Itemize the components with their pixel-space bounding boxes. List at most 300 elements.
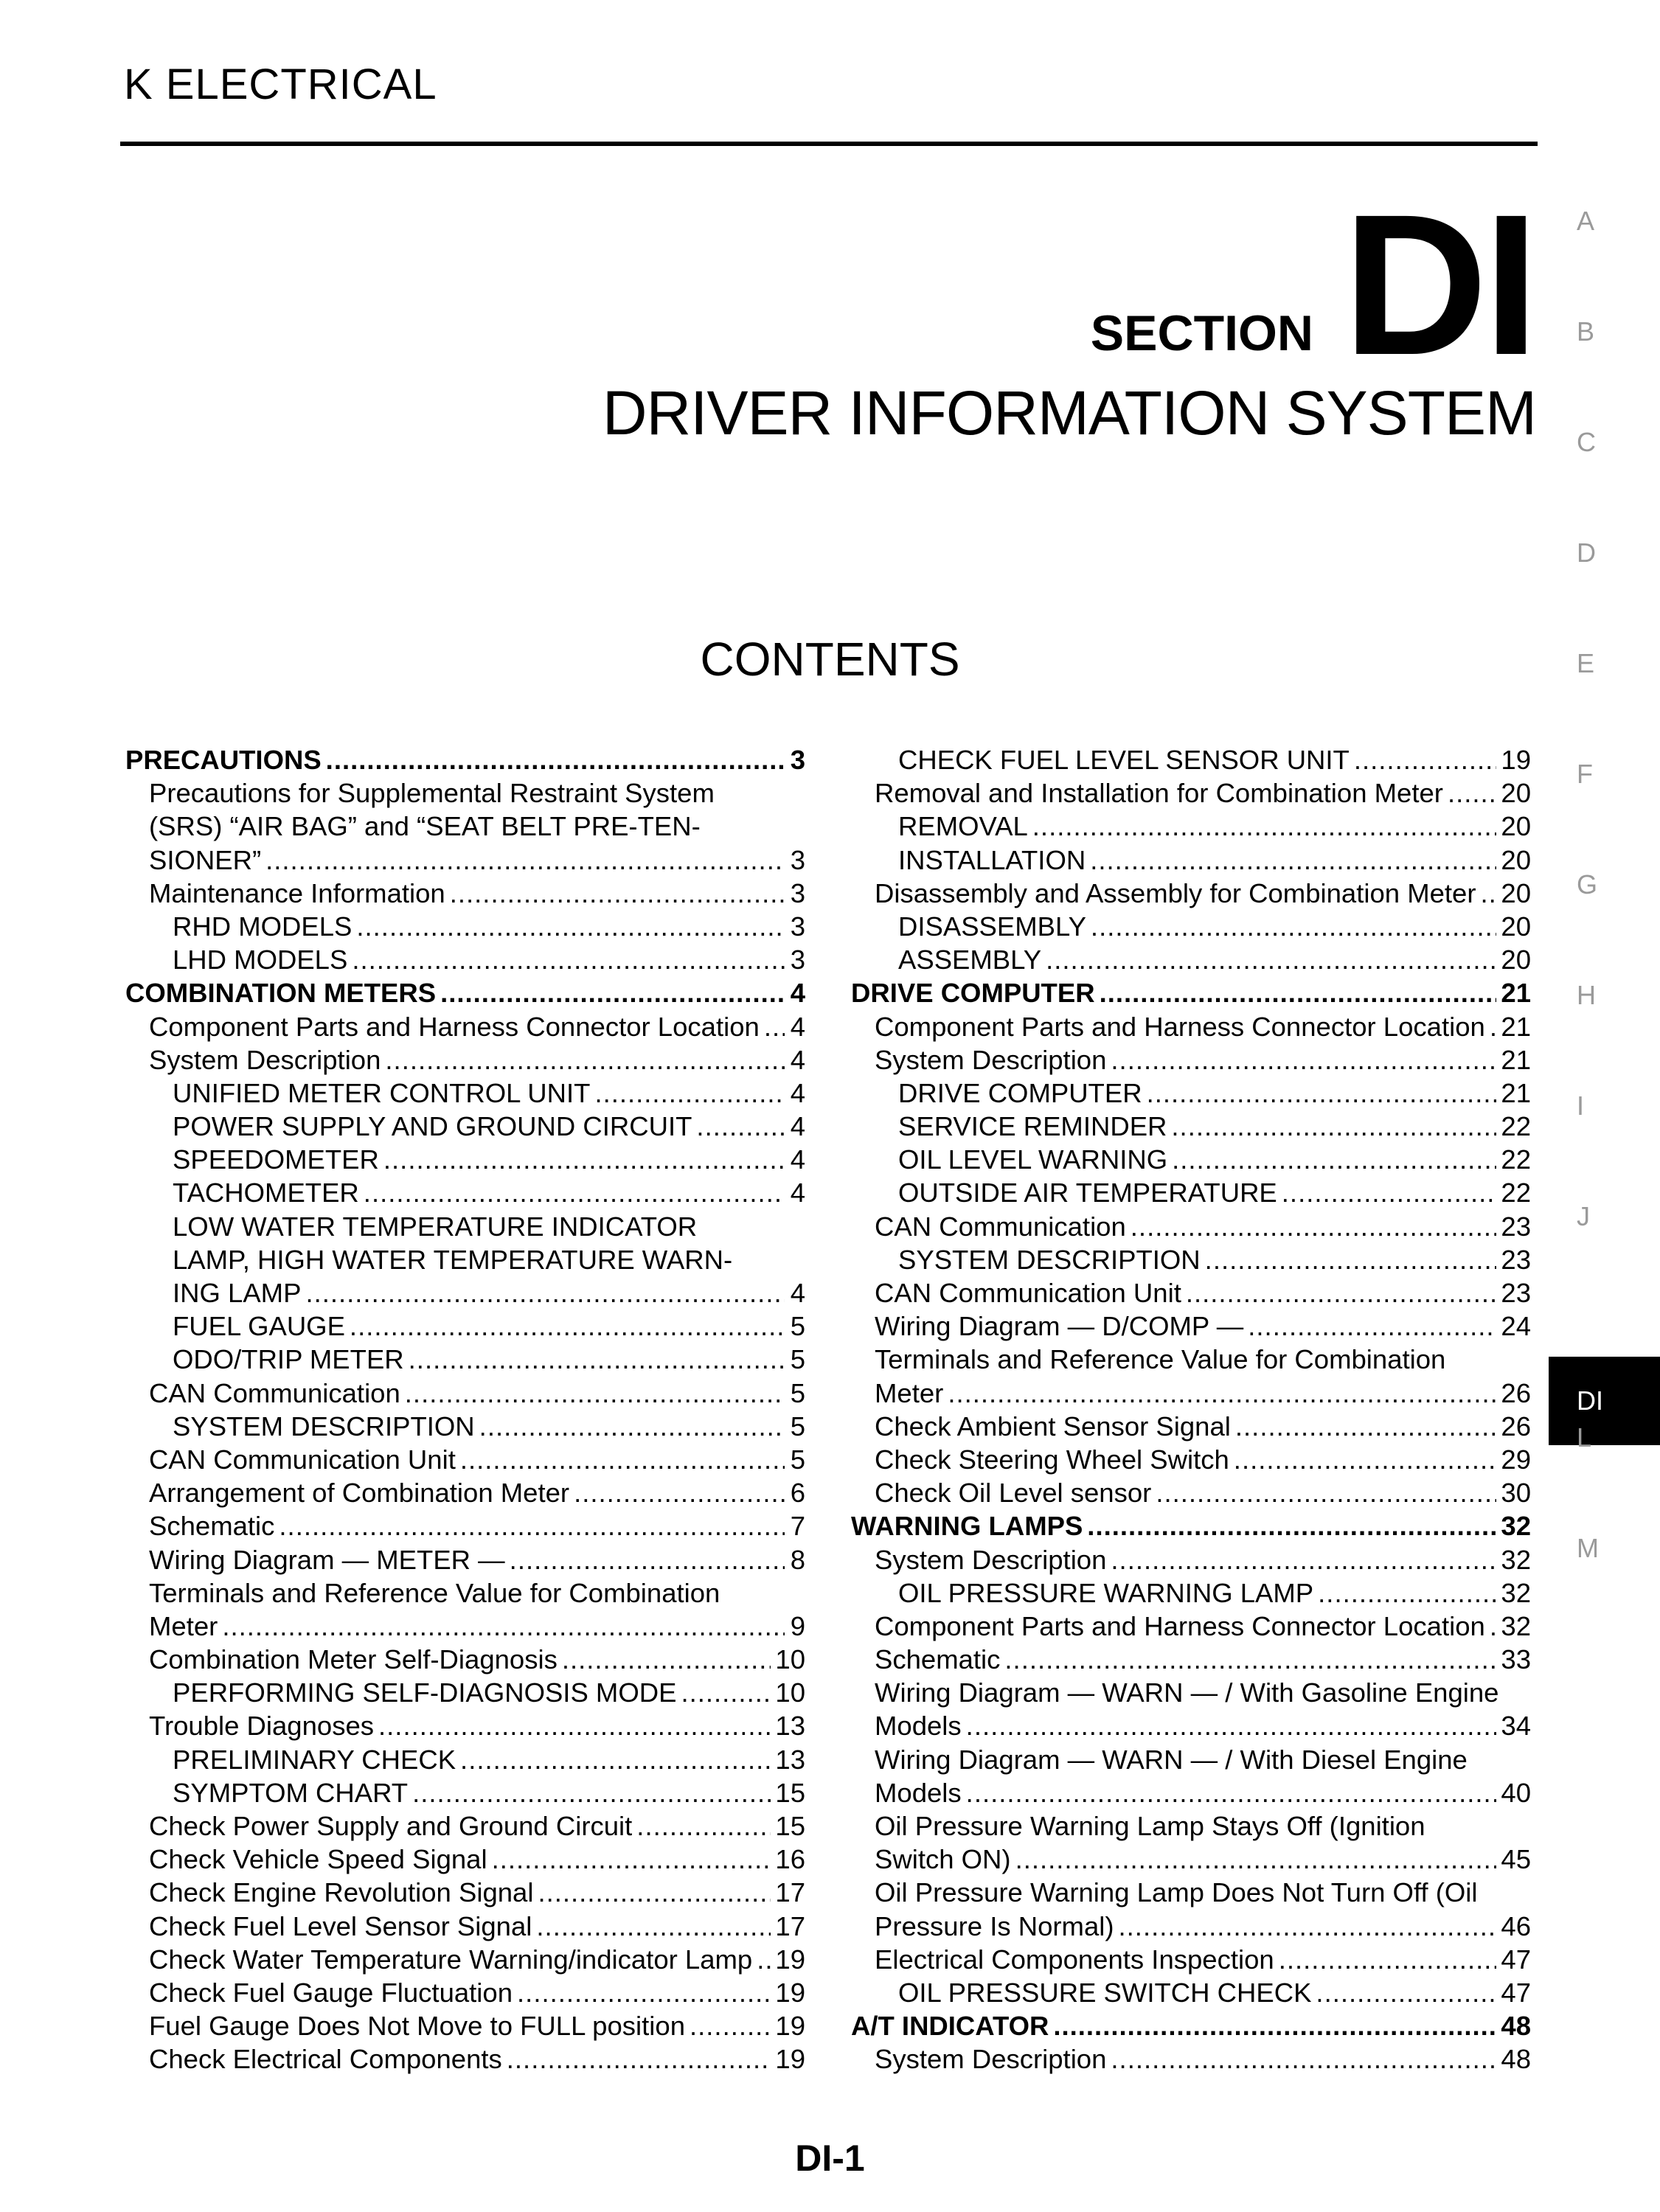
toc-entry-title: Removal and Installation for Combination Meter: [875, 778, 1443, 809]
toc-entry-page: 5: [790, 1311, 805, 1342]
toc-entry[interactable]: [125, 1377, 805, 1410]
toc-entry[interactable]: [851, 1643, 1531, 1676]
toc-entry-title: SYSTEM DESCRIPTION: [898, 1244, 1201, 1275]
section-name: DRIVER INFORMATION SYSTEM: [602, 378, 1536, 448]
toc-entry[interactable]: [125, 844, 805, 877]
toc-leader-dots: [636, 1809, 771, 1843]
section-tab-c[interactable]: C: [1577, 427, 1596, 457]
toc-entry-title: Check Electrical Components: [149, 2044, 502, 2075]
toc-entry-title: OIL LEVEL WARNING: [898, 1144, 1168, 1175]
toc-entry-title: SERVICE REMINDER: [898, 1111, 1167, 1142]
toc-entry[interactable]: [851, 1709, 1531, 1742]
toc-entry[interactable]: [125, 743, 805, 776]
toc-entry-page: 22: [1501, 1144, 1531, 1175]
toc-entry-title: Check Ambient Sensor Signal: [875, 1411, 1231, 1441]
toc-leader-dots: [538, 1876, 771, 1909]
toc-entry-page: 7: [790, 1511, 805, 1542]
toc-entry-page: 30: [1501, 1478, 1531, 1509]
toc-entry[interactable]: [125, 2042, 805, 2076]
toc-entry-title: POWER SUPPLY AND GROUND CIRCUIT: [173, 1111, 692, 1142]
toc-entry[interactable]: [125, 1476, 805, 1509]
toc-entry-title: FUEL GAUGE: [173, 1311, 345, 1342]
toc-entry[interactable]: [125, 1676, 805, 1709]
toc-entry[interactable]: [125, 1943, 805, 1976]
toc-entry-page: 4: [790, 1111, 805, 1142]
toc-leader-dots: [757, 1943, 771, 1976]
toc-entry-title: OIL PRESSURE SWITCH CHECK: [898, 1977, 1312, 2008]
toc-entry[interactable]: [851, 1476, 1531, 1509]
toc-entry-page: 20: [1501, 911, 1531, 942]
toc-entry-title: CAN Communication Unit: [149, 1444, 456, 1475]
toc-entry[interactable]: [851, 1010, 1531, 1043]
toc-entry-title: WARNING LAMPS: [851, 1511, 1083, 1542]
contents-title: CONTENTS: [700, 633, 960, 686]
toc-leader-dots: [1205, 1243, 1497, 1276]
toc-entry[interactable]: [125, 1043, 805, 1077]
toc-entry[interactable]: [851, 776, 1531, 810]
toc-entry-page: 19: [1501, 745, 1531, 775]
toc-entry-page: 16: [775, 1844, 805, 1875]
toc-entry[interactable]: [125, 1576, 805, 1610]
toc-entry-title: Disassembly and Assembly for Combination Meter: [875, 877, 1476, 908]
toc-entry-title: LAMP, HIGH WATER TEMPERATURE WARN-: [173, 1244, 733, 1275]
toc-leader-dots: [948, 1377, 1496, 1410]
toc-entry-page: 34: [1501, 1711, 1531, 1742]
toc-leader-dots: [690, 2009, 771, 2042]
toc-entry-title: Wiring Diagram — WARN — / With Gasoline Engine: [875, 1677, 1499, 1708]
section-tab-d[interactable]: D: [1577, 538, 1596, 568]
toc-entry[interactable]: [851, 1676, 1531, 1709]
toc-entry-page: 48: [1501, 2011, 1531, 2042]
toc-entry-page: 4: [790, 1011, 805, 1042]
toc-entry-title: Oil Pressure Warning Lamp Stays Off (Ignition: [875, 1811, 1425, 1841]
toc-entry-title: CAN Communication: [875, 1211, 1126, 1242]
toc-entry-title: Check Water Temperature Warning/indicator Lamp: [149, 1944, 753, 1975]
section-tab-f[interactable]: F: [1577, 759, 1593, 789]
toc-entry-title: System Description: [875, 1044, 1107, 1075]
toc-entry-page: 3: [790, 911, 805, 942]
toc-entry[interactable]: [125, 877, 805, 910]
toc-entry[interactable]: [125, 1176, 805, 1209]
toc-entry[interactable]: [125, 1276, 805, 1310]
toc-entry[interactable]: [851, 1843, 1531, 1876]
toc-entry[interactable]: [125, 1509, 805, 1543]
toc-entry-title: CAN Communication: [149, 1377, 400, 1408]
toc-entry-page: 20: [1501, 945, 1531, 975]
section-tab-a[interactable]: A: [1577, 206, 1595, 236]
toc-entry-title: PRECAUTIONS: [125, 745, 322, 775]
toc-entry-page: 26: [1501, 1377, 1531, 1408]
toc-entry-title: Trouble Diagnoses: [149, 1711, 375, 1742]
toc-entry-page: 20: [1501, 844, 1531, 875]
toc-leader-dots: [326, 743, 785, 776]
toc-entry-title: Check Oil Level sensor: [875, 1478, 1152, 1509]
toc-entry-page: 33: [1501, 1644, 1531, 1675]
toc-entry-title: Schematic: [149, 1511, 275, 1542]
toc-entry-title: Combination Meter Self-Diagnosis: [149, 1644, 558, 1675]
toc-leader-dots: [405, 1377, 785, 1410]
toc-entry[interactable]: [125, 1443, 805, 1476]
toc-entry-page: 4: [790, 1044, 805, 1075]
toc-entry-page: 3: [790, 877, 805, 908]
toc-entry[interactable]: [851, 1509, 1531, 1543]
toc-leader-dots: [460, 1443, 785, 1476]
toc-entry[interactable]: [851, 844, 1531, 877]
toc-entry-title: PERFORMING SELF-DIAGNOSIS MODE: [173, 1677, 677, 1708]
toc-leader-dots: [1172, 1143, 1496, 1176]
toc-leader-dots: [409, 1343, 785, 1376]
toc-entry-title: Terminals and Reference Value for Combination: [875, 1344, 1446, 1375]
toc-entry-page: 8: [790, 1544, 805, 1575]
toc-entry-page: 19: [775, 2044, 805, 2075]
toc-entry[interactable]: [851, 1610, 1531, 1643]
toc-entry-page: 32: [1501, 1544, 1531, 1575]
toc-entry[interactable]: [851, 1443, 1531, 1476]
toc-entry-page: 24: [1501, 1311, 1531, 1342]
toc-entry-page: 10: [775, 1677, 805, 1708]
toc-entry-title: PRELIMINARY CHECK: [173, 1744, 456, 1775]
toc-entry-page: 5: [790, 1444, 805, 1475]
toc-entry[interactable]: [851, 976, 1531, 1009]
toc-entry-page: 48: [1501, 2044, 1531, 2075]
toc-entry-page: 32: [1501, 1577, 1531, 1608]
toc-entry[interactable]: [851, 2009, 1531, 2042]
toc-column-left: [125, 743, 805, 2076]
toc-entry[interactable]: [125, 776, 805, 810]
toc-entry-title: Meter: [149, 1610, 218, 1641]
toc-leader-dots: [1318, 1576, 1496, 1610]
toc-entry-page: 23: [1501, 1278, 1531, 1308]
toc-leader-dots: [696, 1110, 785, 1143]
toc-entry[interactable]: [851, 1876, 1531, 1909]
toc-entry[interactable]: [125, 1910, 805, 1943]
toc-entry-page: 13: [775, 1744, 805, 1775]
toc-entry-title: Check Power Supply and Ground Circuit: [149, 1811, 633, 1841]
toc-entry[interactable]: [125, 1010, 805, 1043]
toc-entry[interactable]: [851, 1543, 1531, 1576]
toc-entry-title: Wiring Diagram — D/COMP —: [875, 1311, 1244, 1342]
toc-entry-title: ING LAMP: [173, 1278, 302, 1308]
toc-leader-dots: [1004, 1643, 1496, 1676]
toc-entry-title: Check Engine Revolution Signal: [149, 1877, 534, 1908]
toc-entry-title: Check Fuel Gauge Fluctuation: [149, 1977, 513, 2008]
toc-entry[interactable]: [851, 1776, 1531, 1809]
toc-entry-page: 29: [1501, 1444, 1531, 1475]
toc-leader-dots: [1316, 1976, 1496, 2009]
toc-entry-title: Electrical Components Inspection: [875, 1944, 1274, 1975]
toc-entry-title: System Description: [149, 1044, 381, 1075]
toc-leader-dots: [352, 943, 785, 976]
toc-entry-title: Component Parts and Harness Connector Location: [875, 1011, 1485, 1042]
toc-leader-dots: [1186, 1276, 1497, 1310]
toc-entry[interactable]: [851, 1210, 1531, 1243]
toc-leader-dots: [1171, 1110, 1496, 1143]
toc-entry[interactable]: [125, 1543, 805, 1576]
toc-entry-page: 13: [775, 1711, 805, 1742]
section-tab-l[interactable]: L: [1577, 1422, 1592, 1453]
toc-entry[interactable]: [851, 1410, 1531, 1443]
toc-leader-dots: [1131, 1210, 1497, 1243]
toc-entry-title: Arrangement of Combination Meter: [149, 1478, 570, 1509]
toc-leader-dots: [1147, 1077, 1497, 1110]
toc-leader-dots: [594, 1077, 785, 1110]
toc-entry-title: CAN Communication Unit: [875, 1278, 1181, 1308]
toc-leader-dots: [265, 844, 785, 877]
toc-leader-dots: [1279, 1943, 1497, 1976]
toc-entry[interactable]: [851, 1377, 1531, 1410]
toc-entry-title: Switch ON): [875, 1844, 1011, 1875]
toc-leader-dots: [1100, 976, 1497, 1009]
toc-leader-dots: [1111, 1543, 1496, 1576]
toc-leader-dots: [412, 1776, 771, 1809]
toc-entry-title: SIONER”: [149, 844, 262, 875]
toc-entry[interactable]: [851, 1743, 1531, 1776]
toc-entry[interactable]: [851, 1976, 1531, 2009]
toc-entry-page: 5: [790, 1377, 805, 1408]
section-word: SECTION: [1090, 305, 1313, 361]
toc-entry[interactable]: [851, 910, 1531, 943]
toc-entry-title: RHD MODELS: [173, 911, 353, 942]
toc-entry[interactable]: [125, 976, 805, 1009]
toc-entry-title: Maintenance Information: [149, 877, 445, 908]
toc-entry-title: Fuel Gauge Does Not Move to FULL position: [149, 2011, 685, 2042]
toc-entry[interactable]: [125, 1843, 805, 1876]
toc-entry-title: Oil Pressure Warning Lamp Does Not Turn Off (Oil: [875, 1877, 1478, 1908]
toc-leader-dots: [1046, 943, 1496, 976]
toc-leader-dots: [517, 1976, 771, 2009]
toc-entry-title: Models: [875, 1711, 962, 1742]
toc-entry-title: OIL PRESSURE WARNING LAMP: [898, 1577, 1314, 1608]
toc-leader-dots: [305, 1276, 785, 1310]
toc-entry-page: 10: [775, 1644, 805, 1675]
section-tab-g[interactable]: G: [1577, 869, 1598, 900]
toc-entry-page: 21: [1501, 1011, 1531, 1042]
toc-entry[interactable]: [125, 2009, 805, 2042]
toc-entry-title: System Description: [875, 2044, 1107, 2075]
toc-entry-title: Precautions for Supplemental Restraint System: [149, 778, 715, 809]
toc-leader-dots: [1282, 1176, 1497, 1209]
toc-entry-title: (SRS) “AIR BAG” and “SEAT BELT PRE-TEN-: [149, 811, 701, 842]
section-tab-h[interactable]: H: [1577, 980, 1596, 1010]
toc-leader-dots: [536, 1910, 771, 1943]
toc-entry-page: 6: [790, 1478, 805, 1509]
toc-entry-page: 20: [1501, 778, 1531, 809]
toc-leader-dots: [510, 1543, 785, 1576]
toc-entry[interactable]: [851, 1343, 1531, 1376]
toc-entry-title: ASSEMBLY: [898, 945, 1042, 975]
toc-entry-title: Wiring Diagram — METER —: [149, 1544, 505, 1575]
toc-entry-page: 46: [1501, 1910, 1531, 1941]
toc-leader-dots: [1091, 910, 1496, 943]
toc-entry[interactable]: [125, 1343, 805, 1376]
toc-leader-dots: [1032, 810, 1497, 843]
toc-entry-page: 47: [1501, 1944, 1531, 1975]
toc-entry[interactable]: [125, 1876, 805, 1909]
toc-entry-title: INSTALLATION: [898, 844, 1086, 875]
toc-entry-title: Component Parts and Harness Connector Location: [149, 1011, 760, 1042]
toc-leader-dots: [966, 1709, 1497, 1742]
toc-leader-dots: [1111, 2042, 1496, 2076]
toc-entry[interactable]: [851, 2042, 1531, 2076]
toc-leader-dots: [383, 1143, 785, 1176]
toc-entry-page: 23: [1501, 1211, 1531, 1242]
toc-entry-page: 17: [775, 1877, 805, 1908]
toc-entry-title: Check Fuel Level Sensor Signal: [149, 1910, 532, 1941]
toc-leader-dots: [440, 976, 785, 1009]
toc-entry[interactable]: [125, 1743, 805, 1776]
toc-entry-page: 4: [790, 1144, 805, 1175]
toc-entry[interactable]: [851, 743, 1531, 776]
toc-entry-title: Terminals and Reference Value for Combination: [149, 1577, 720, 1608]
section-tab-j[interactable]: J: [1577, 1201, 1590, 1231]
section-tab-m[interactable]: M: [1577, 1533, 1599, 1563]
toc-entry[interactable]: [125, 1410, 805, 1443]
toc-entry-page: 4: [790, 1278, 805, 1308]
toc-entry[interactable]: [125, 1643, 805, 1676]
toc-leader-dots: [1354, 743, 1497, 776]
toc-entry-page: 3: [790, 945, 805, 975]
toc-entry[interactable]: [851, 1110, 1531, 1143]
toc-entry-page: 3: [790, 745, 805, 775]
toc-entry-page: 5: [790, 1411, 805, 1441]
toc-entry[interactable]: [125, 910, 805, 943]
toc-entry-page: 4: [790, 1077, 805, 1108]
toc-leader-dots: [764, 1010, 785, 1043]
toc-entry-title: OUTSIDE AIR TEMPERATURE: [898, 1178, 1277, 1208]
toc-entry-title: COMBINATION METERS: [125, 978, 437, 1009]
toc-entry[interactable]: [851, 1943, 1531, 1976]
toc-leader-dots: [1090, 844, 1496, 877]
toc-entry[interactable]: [125, 810, 805, 843]
toc-entry-page: 19: [775, 1944, 805, 1975]
toc-entry[interactable]: [125, 943, 805, 976]
toc-entry[interactable]: [125, 1243, 805, 1276]
toc-leader-dots: [222, 1610, 785, 1643]
toc-leader-dots: [1015, 1843, 1497, 1876]
toc-entry-title: TACHOMETER: [173, 1178, 359, 1208]
toc-entry[interactable]: [851, 1310, 1531, 1343]
toc-entry-page: 4: [790, 978, 805, 1009]
toc-entry[interactable]: [851, 1143, 1531, 1176]
header-rule: [120, 142, 1538, 146]
toc-entry-title: A/T INDICATOR: [851, 2011, 1049, 2042]
toc-entry-title: System Description: [875, 1544, 1107, 1575]
toc-entry-title: ODO/TRIP METER: [173, 1344, 404, 1375]
toc-entry[interactable]: [125, 1210, 805, 1243]
toc-entry[interactable]: [851, 1809, 1531, 1843]
toc-entry-page: 4: [790, 1178, 805, 1208]
section-tab-di[interactable]: DI: [1549, 1357, 1660, 1445]
toc-entry-page: 19: [775, 1977, 805, 2008]
toc-entry-page: 15: [775, 1777, 805, 1808]
toc-entry[interactable]: [125, 1776, 805, 1809]
toc-entry-page: 21: [1501, 1077, 1531, 1108]
toc-leader-dots: [1119, 1910, 1497, 1943]
toc-leader-dots: [350, 1310, 785, 1343]
toc-entry-page: 40: [1501, 1777, 1531, 1808]
section-tab-b[interactable]: B: [1577, 316, 1595, 347]
toc-entry[interactable]: [125, 1110, 805, 1143]
toc-entry-page: 19: [775, 2011, 805, 2042]
toc-leader-dots: [1248, 1310, 1496, 1343]
section-tab-i[interactable]: I: [1577, 1091, 1585, 1121]
toc-leader-dots: [966, 1776, 1497, 1809]
toc-entry-page: 32: [1501, 1610, 1531, 1641]
toc-entry-title: SYMPTOM CHART: [173, 1777, 409, 1808]
toc-leader-dots: [1490, 1010, 1497, 1043]
toc-entry-title: DRIVE COMPUTER: [898, 1077, 1142, 1108]
toc-entry-title: DISASSEMBLY: [898, 911, 1086, 942]
toc-leader-dots: [1235, 1410, 1497, 1443]
toc-entry[interactable]: [851, 810, 1531, 843]
toc-entry[interactable]: [851, 1576, 1531, 1610]
toc-entry[interactable]: [125, 1809, 805, 1843]
toc-entry-title: Wiring Diagram — WARN — / With Diesel Engine: [875, 1744, 1468, 1775]
section-tab-e[interactable]: E: [1577, 648, 1595, 678]
toc-leader-dots: [1087, 1509, 1496, 1543]
toc-entry[interactable]: [851, 1176, 1531, 1209]
toc-entry[interactable]: [125, 1143, 805, 1176]
toc-entry[interactable]: [125, 1610, 805, 1643]
toc-entry[interactable]: [851, 943, 1531, 976]
toc-column-right: [851, 743, 1531, 2076]
toc-entry-page: 32: [1501, 1511, 1531, 1542]
toc-entry-page: 17: [775, 1910, 805, 1941]
toc-entry-title: DRIVE COMPUTER: [851, 978, 1095, 1009]
toc-entry-page: 9: [790, 1610, 805, 1641]
toc-entry[interactable]: [851, 1276, 1531, 1310]
toc-leader-dots: [378, 1709, 771, 1742]
toc-entry-title: Check Vehicle Speed Signal: [149, 1844, 487, 1875]
toc-entry[interactable]: [851, 1043, 1531, 1077]
toc-leader-dots: [1234, 1443, 1497, 1476]
toc-entry-title: SPEEDOMETER: [173, 1144, 379, 1175]
toc-entry[interactable]: [851, 1077, 1531, 1110]
toc-entry-title: UNIFIED METER CONTROL UNIT: [173, 1077, 591, 1108]
toc-entry-title: LHD MODELS: [173, 945, 348, 975]
toc-entry-page: 5: [790, 1344, 805, 1375]
toc-entry-title: Schematic: [875, 1644, 1001, 1675]
toc-leader-dots: [507, 2042, 771, 2076]
toc-entry[interactable]: [125, 1709, 805, 1742]
toc-leader-dots: [562, 1643, 771, 1676]
toc-entry-page: 22: [1501, 1178, 1531, 1208]
toc-entry-page: 20: [1501, 877, 1531, 908]
toc-entry-page: 21: [1501, 1044, 1531, 1075]
toc-entry[interactable]: [851, 877, 1531, 910]
toc-entry[interactable]: [125, 1976, 805, 2009]
toc-leader-dots: [492, 1843, 771, 1876]
toc-entry[interactable]: [125, 1077, 805, 1110]
toc-leader-dots: [1448, 776, 1496, 810]
toc-entry-title: REMOVAL: [898, 811, 1028, 842]
toc-entry[interactable]: [125, 1310, 805, 1343]
toc-leader-dots: [1053, 2009, 1496, 2042]
toc-leader-dots: [1490, 1610, 1497, 1643]
toc-leader-dots: [460, 1743, 771, 1776]
part-title: K ELECTRICAL: [124, 60, 437, 108]
toc-entry[interactable]: [851, 1910, 1531, 1943]
toc-entry[interactable]: [851, 1243, 1531, 1276]
toc-leader-dots: [681, 1676, 771, 1709]
toc-leader-dots: [385, 1043, 785, 1077]
toc-entry-title: Component Parts and Harness Connector Location: [875, 1610, 1485, 1641]
toc-leader-dots: [1481, 877, 1497, 910]
section-code: DI: [1343, 173, 1535, 397]
toc-leader-dots: [574, 1476, 785, 1509]
toc-entry-page: 3: [790, 844, 805, 875]
toc-leader-dots: [356, 910, 785, 943]
